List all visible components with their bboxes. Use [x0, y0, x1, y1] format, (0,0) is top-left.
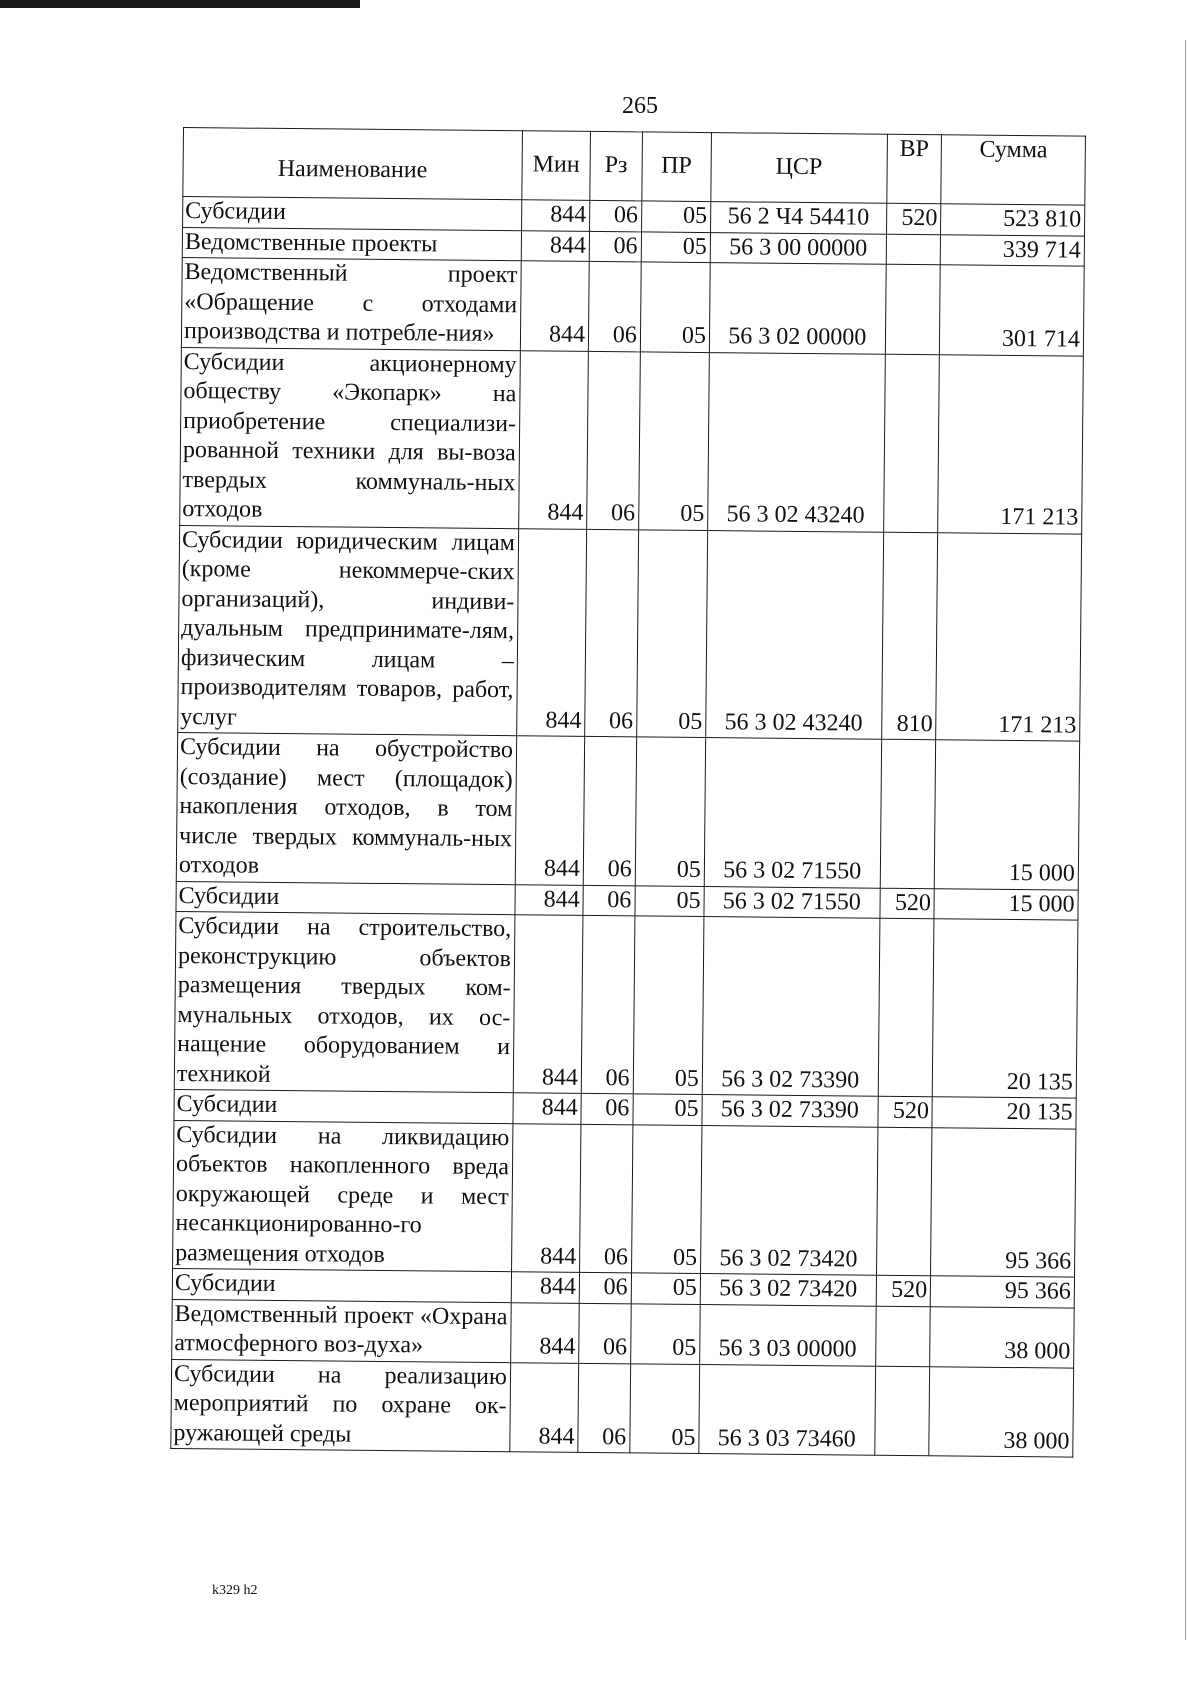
cell-min: 844: [519, 350, 589, 529]
cell-min: 844: [510, 1362, 579, 1452]
cell-min: 844: [513, 915, 583, 1094]
cell-csr: 56 3 02 73390: [702, 917, 879, 1097]
cell-name: Субсидии акционерному обществу «Экопарк» на приобретение специализи-рованной техники для вы-воза твердых коммуналь-ных отходов: [180, 347, 521, 528]
table-row: [173, 1120, 1076, 1277]
header-pr: ПР: [642, 132, 712, 202]
cell-sum: 20 135: [932, 1097, 1076, 1129]
header-vr: ВР: [886, 134, 941, 204]
cell-name: Ведомственный проект «Охрана атмосферного воз-духа»: [172, 1299, 511, 1362]
cell-csr: 56 2 Ч4 54410: [710, 202, 886, 234]
cell-pr: 05: [635, 885, 705, 916]
cell-rz: 06: [579, 1303, 631, 1363]
cell-sum: 38 000: [929, 1366, 1074, 1457]
cell-csr: 56 3 02 43240: [706, 530, 884, 739]
cell-min: 844: [513, 1093, 581, 1124]
cell-pr: 05: [630, 1303, 700, 1364]
cell-vr: [883, 354, 939, 533]
cell-vr: [876, 1127, 932, 1276]
cell-pr: 05: [641, 201, 711, 232]
cell-csr: 56 3 02 71550: [704, 738, 881, 888]
cell-min: 844: [511, 1302, 580, 1363]
cell-csr: 56 3 02 43240: [708, 352, 885, 532]
cell-csr: 56 3 02 00000: [709, 263, 885, 354]
cell-rz: 06: [581, 1093, 633, 1124]
table-row: [180, 347, 1084, 534]
cell-csr: 56 3 02 73420: [700, 1125, 877, 1275]
table-row: [181, 257, 1084, 355]
table-row: [178, 525, 1082, 741]
cell-sum: 15 000: [935, 740, 1080, 890]
cell-vr: [874, 1366, 930, 1456]
cell-pr: 05: [633, 916, 704, 1095]
cell-vr: 520: [876, 1275, 931, 1306]
cell-rz: 06: [581, 915, 634, 1093]
cell-name: Субсидии: [174, 1089, 513, 1123]
cell-vr: 520: [878, 1096, 933, 1127]
cell-csr: 56 3 03 73460: [699, 1364, 875, 1455]
cell-csr: 56 3 02 71550: [704, 886, 880, 918]
cell-min: 844: [520, 261, 589, 351]
cell-pr: 05: [630, 1363, 700, 1453]
cell-rz: 06: [579, 1272, 631, 1303]
cell-min: 844: [511, 1123, 581, 1272]
cell-pr: 05: [631, 1124, 702, 1273]
cell-sum: 171 213: [936, 532, 1082, 741]
header-min: Мин: [522, 131, 591, 201]
table-header-row: [183, 128, 1086, 206]
cell-rz: 06: [588, 261, 641, 351]
cell-pr: 05: [638, 351, 709, 530]
cell-csr: 56 3 03 00000: [700, 1304, 876, 1366]
cell-sum: 171 213: [938, 354, 1083, 533]
cell-csr: 56 3 00 00000: [710, 232, 886, 264]
cell-pr: 05: [641, 231, 711, 262]
table-row: [172, 1299, 1075, 1368]
cell-min: 844: [515, 884, 583, 915]
cell-name: Ведомственные проекты: [182, 227, 521, 261]
cell-sum: 15 000: [934, 888, 1078, 920]
cell-rz: 06: [583, 885, 635, 916]
cell-name: Субсидии: [172, 1268, 511, 1302]
cell-name: Субсидии на строительство, реконструкцию объектов размещения твердых ком-мунальных отходов, их ос-нащение оборудованием и техникой: [174, 911, 515, 1092]
cell-rz: 06: [590, 200, 642, 231]
cell-name: Субсидии: [183, 197, 522, 231]
cell-vr: [886, 234, 941, 265]
cell-vr: [875, 1306, 930, 1367]
cell-name: Субсидии на обустройство (создание) мест (площадок) накопления отходов, в том числе твердых коммуналь-ных отходов: [176, 732, 516, 884]
footer-code: k329 h2: [212, 1583, 258, 1598]
cell-vr: 520: [880, 888, 935, 919]
cell-name: Субсидии юридическим лицам (кроме некоммерче-ских организаций), индиви-дуальным предпринимате-лям, физическим лицам – производителям товаров, работ, услуг: [178, 525, 519, 736]
header-name: Наименование: [183, 128, 523, 200]
cell-rz: 06: [583, 736, 636, 885]
cell-min: 844: [521, 200, 589, 231]
cell-sum: 95 366: [931, 1276, 1075, 1308]
cell-sum: 95 366: [931, 1127, 1076, 1277]
table-body: [171, 197, 1085, 1458]
header-sum: Сумма: [941, 135, 1085, 205]
cell-csr: 56 3 02 73420: [700, 1274, 876, 1306]
cell-vr: 810: [881, 532, 938, 740]
cell-rz: 06: [585, 529, 639, 737]
cell-min: 844: [515, 736, 585, 885]
cell-pr: 05: [636, 529, 707, 737]
cell-sum: 20 135: [933, 919, 1078, 1098]
cell-vr: [878, 918, 934, 1097]
cell-min: 844: [517, 528, 587, 736]
cell-name: Субсидии: [176, 881, 515, 915]
cell-csr: 56 3 02 73390: [702, 1095, 878, 1127]
cell-min: 844: [521, 230, 589, 261]
cell-sum: 38 000: [930, 1306, 1074, 1367]
cell-name: Субсидии на реализацию мероприятий по охране ок-ружающей среды: [171, 1359, 511, 1452]
table-row: [176, 732, 1079, 889]
budget-table: [170, 127, 1086, 1458]
cell-rz: 06: [580, 1124, 633, 1273]
cell-min: 844: [511, 1272, 579, 1303]
scan-top-rule: [0, 0, 360, 8]
cell-name: Ведомственный проект «Обращение с отходами производства и потребле-ния»: [181, 257, 521, 350]
cell-rz: 06: [589, 231, 641, 262]
scan-edge-line: [1185, 40, 1186, 1640]
cell-vr: [880, 739, 936, 888]
header-rz: Рз: [590, 131, 642, 200]
cell-name: Субсидии на ликвидацию объектов накопленного вреда окружающей среде и мест несанкционированно-го размещения отходов: [173, 1120, 513, 1272]
page-number: 265: [622, 93, 658, 119]
table-row: [174, 911, 1078, 1098]
cell-rz: 06: [578, 1363, 631, 1453]
cell-pr: 05: [640, 262, 710, 352]
table-row: [171, 1359, 1074, 1457]
cell-pr: 05: [635, 737, 706, 886]
header-csr: ЦСР: [711, 133, 887, 204]
cell-sum: 339 714: [941, 234, 1085, 266]
cell-rz: 06: [587, 351, 640, 529]
cell-pr: 05: [633, 1094, 703, 1125]
cell-vr: [885, 264, 941, 354]
cell-pr: 05: [631, 1273, 701, 1304]
cell-sum: 301 714: [940, 265, 1085, 356]
cell-sum: 523 810: [941, 204, 1085, 236]
cell-vr: 520: [886, 203, 941, 234]
